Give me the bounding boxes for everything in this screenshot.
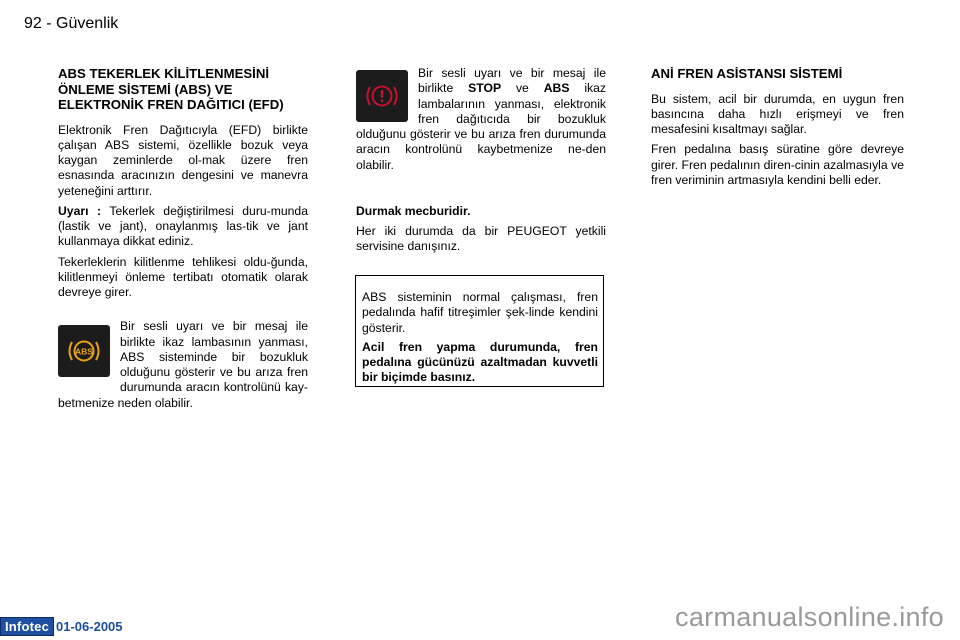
page-number: 92: [24, 15, 42, 32]
abs-info-box: [355, 275, 604, 387]
abs-icon-wrapper: [58, 325, 110, 377]
brake-assist-paragraph-1: Bu sistem, acil bir durumda, en uygun fren basıncına daha hızlı erişmeyi ve fren mesafesini kısaltmayı sağlar.: [651, 91, 904, 137]
abs-label: ABS: [543, 81, 570, 96]
brake-icon-wrapper: [356, 70, 408, 122]
header-separator: -: [46, 15, 52, 32]
footer: [0, 617, 123, 636]
abs-warning-paragraph: [58, 204, 308, 250]
page-section-title: Güvenlik: [56, 15, 119, 32]
watermark: carmanualsonline.info: [675, 602, 944, 632]
abs-intro-paragraph: Elektronik Fren Dağıtıcıyla (EFD) birlikte çalışan ABS sistemi, özellikle bozuk veya kaygan zeminlerde ol-mak üzere fren esnasında aracınızın dengesini ve manevra yeteneğini arttırır.: [58, 122, 308, 198]
abs-lock-paragraph: Tekerleklerin kilitlenme tehlikesi oldu-ğunda, kilitlenmeyi önleme tertibatı otomatik olarak devreye girer.: [58, 254, 308, 300]
brake-assist-title: ANİ FREN ASİSTANSI SİSTEMİ: [651, 66, 843, 81]
abs-warning-lamp-icon: [58, 325, 110, 377]
efd-text-ve: ve: [501, 81, 544, 96]
abs-warning-text: Tekerlek değiştirilmesi duru-munda (lastik ve jant), onaylanmış las-tik ve jant kullanmaya dikkat ediniz.: [58, 203, 308, 249]
footer-date: 01-06-2005: [56, 619, 123, 634]
efd-text-a: Bir sesli uyarı ve bir mesaj ile birlikte: [418, 66, 606, 96]
brake-warning-lamp-icon: [356, 70, 408, 122]
brake-assist-paragraph-2: Fren pedalına basış süratine göre devreye girer. Fren pedalının diren-cinin azalmasıyla ve fren veriminin artmasıyla kendini belli eder.: [651, 142, 904, 187]
must-stop-text: Durmak mecburidir.: [356, 203, 471, 218]
brake-assist-column: [651, 66, 904, 193]
stop-label: STOP: [468, 81, 502, 96]
efd-text-b: ikaz lambalarının yanması, elektronik fren dağıtıcıda bir bozukluk olduğunu gösterir ve bu arıza fren durumunda aracın kontrolünü kaybetmenize ne-den olabilir.: [356, 81, 607, 172]
abs-section-title: ABS TEKERLEK KİLİTLENMESİNİ ÖNLEME SİSTEMİ (ABS) VE ELEKTRONİK FREN DAĞITICI (EFD): [58, 66, 284, 113]
service-advice-text: Her iki durumda da bir PEUGEOT yetkili servisine danışınız.: [356, 224, 606, 254]
info-box-bold-text: Acil fren yapma durumunda, fren pedalına gücünüzü azaltmadan kuvvetli bir biçimde basınız.: [362, 339, 598, 385]
abs-column: [58, 66, 308, 416]
abs-warning-label: Uyarı :: [58, 203, 102, 218]
info-box-text: ABS sisteminin normal çalışması, fren pedalında hafif titreşimler şek-linde kendini gösterir.: [362, 290, 598, 335]
infotec-logo: Infotec: [0, 617, 54, 636]
abs-fault-paragraph: Bir sesli uyarı ve bir mesaj ile birlikte ikaz lambasının yanması, ABS sisteminde bir bozukluk olduğunu gösterir ve bu arıza fren durumunda aracın kontrolünü kay-betmenize neden olabilir.: [58, 319, 308, 410]
efd-column: [356, 66, 606, 260]
abs-lamp-label: ABS: [75, 346, 93, 357]
page-header: [24, 15, 118, 33]
